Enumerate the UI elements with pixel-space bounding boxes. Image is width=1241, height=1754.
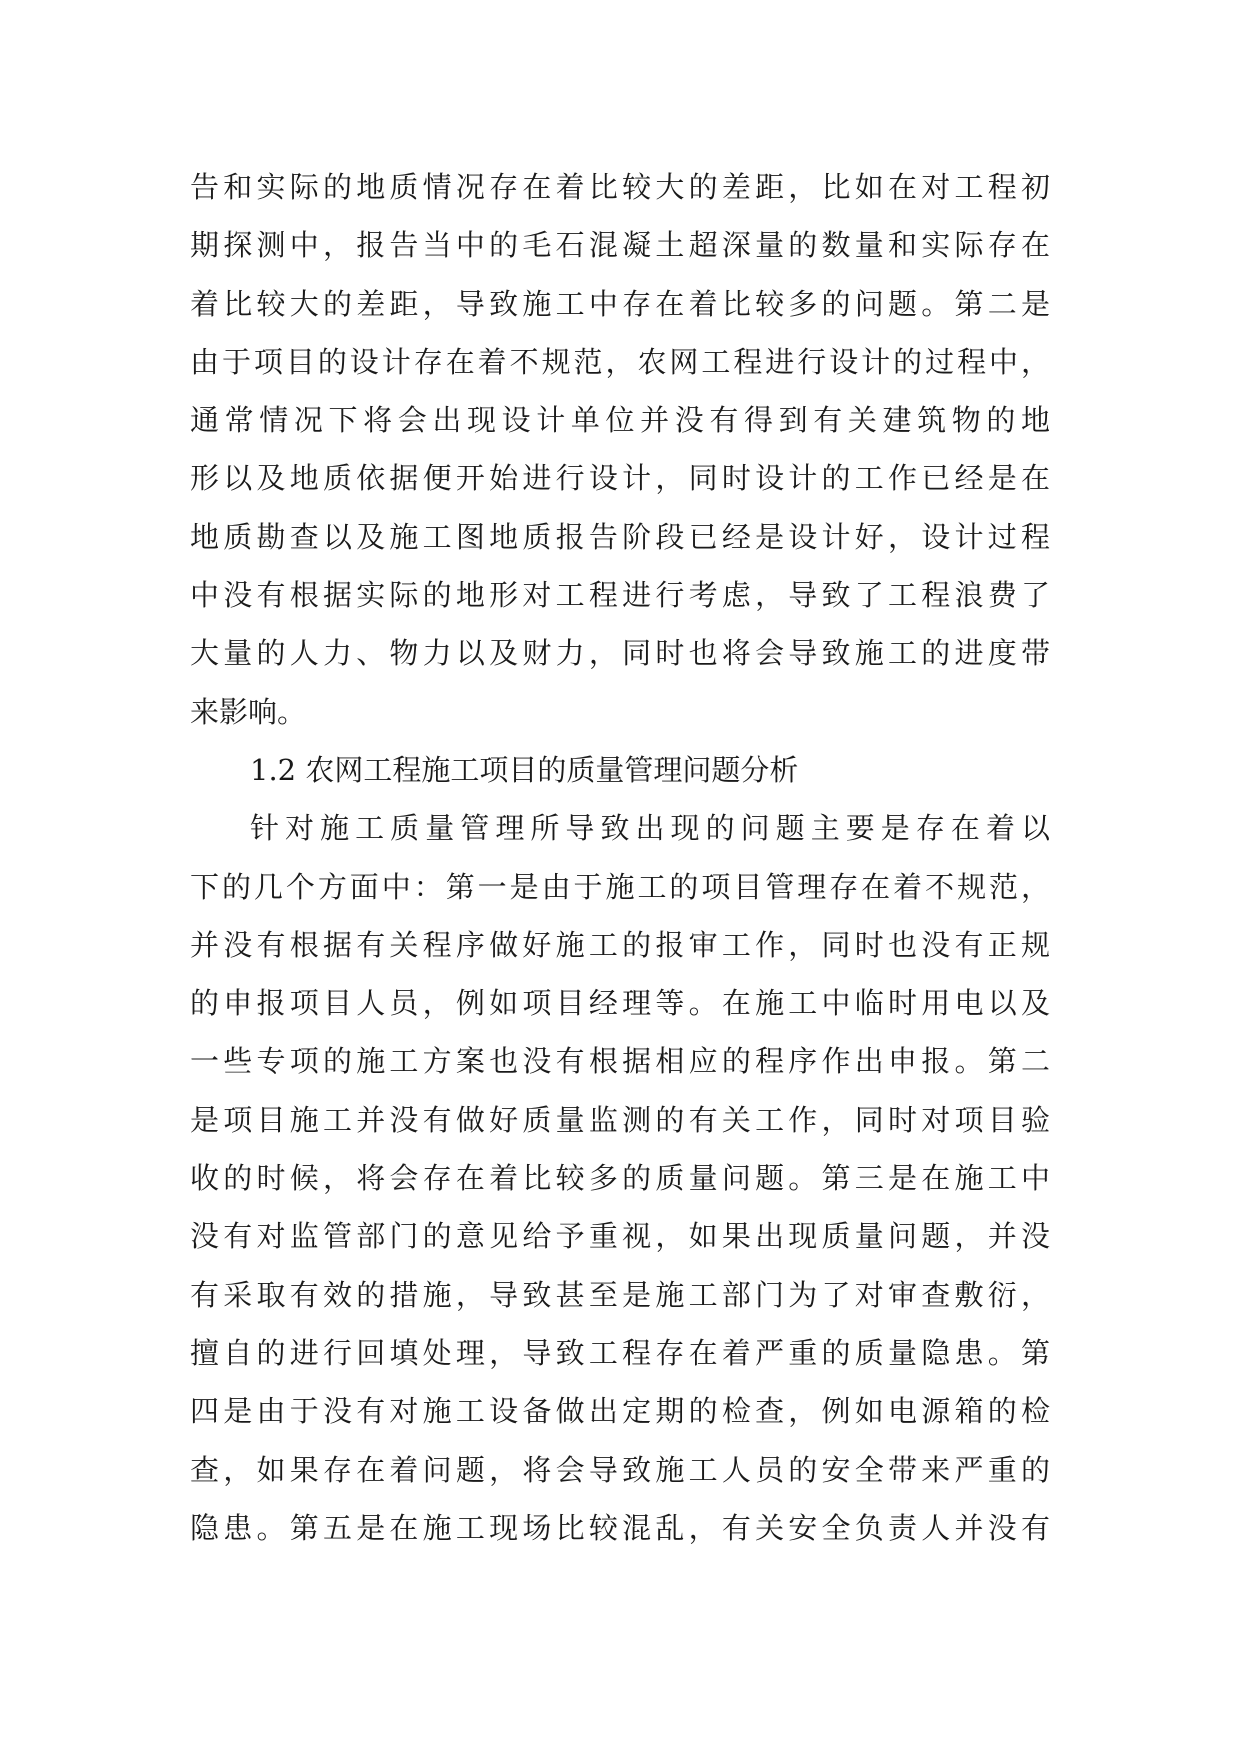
text-line: 由于项目的设计存在着不规范，农网工程进行设计的过程中， — [190, 344, 1050, 379]
text-line: 期探测中，报告当中的毛石混凝土超深量的数量和实际存在 — [190, 228, 1050, 263]
text-line: 收的时候，将会存在着比较多的质量问题。第三是在施工中 — [190, 1161, 1050, 1196]
text-line: 是项目施工并没有做好质量监测的有关工作，同时对项目验 — [190, 1102, 1050, 1137]
text-line: 擅自的进行回填处理，导致工程存在着严重的质量隐患。第 — [190, 1335, 1050, 1370]
text-line: 着比较大的差距，导致施工中存在着比较多的问题。第二是 — [190, 286, 1050, 321]
text-line: 通常情况下将会出现设计单位并没有得到有关建筑物的地 — [190, 403, 1050, 438]
text-line: 中没有根据实际的地形对工程进行考虑，导致了工程浪费了 — [190, 578, 1050, 613]
text-line: 没有对监管部门的意见给予重视，如果出现质量问题，并没 — [190, 1219, 1050, 1254]
text-line: 一些专项的施工方案也没有根据相应的程序作出申报。第二 — [190, 1044, 1050, 1079]
text-line: 查，如果存在着问题，将会导致施工人员的安全带来严重的 — [190, 1452, 1050, 1487]
text-line: 大量的人力、物力以及财力，同时也将会导致施工的进度带 — [190, 636, 1050, 671]
text-line: 有采取有效的措施，导致甚至是施工部门为了对审查敷衍， — [190, 1277, 1050, 1312]
text-line: 隐患。第五是在施工现场比较混乱，有关安全负责人并没有 — [190, 1510, 1050, 1545]
text-line: 地质勘查以及施工图地质报告阶段已经是设计好，设计过程 — [190, 519, 1050, 554]
text-line: 的申报项目人员，例如项目经理等。在施工中临时用电以及 — [190, 986, 1050, 1021]
section-heading: 1.2 农网工程施工项目的质量管理问题分析 — [250, 752, 799, 787]
text-line: 并没有根据有关程序做好施工的报审工作，同时也没有正规 — [190, 927, 1050, 962]
text-line: 下的几个方面中：第一是由于施工的项目管理存在着不规范， — [190, 869, 1050, 904]
text-line: 四是由于没有对施工设备做出定期的检查，例如电源箱的检 — [190, 1394, 1050, 1429]
body-text — [190, 158, 1050, 1557]
text-line: 来影响。 — [190, 694, 307, 729]
text-line: 针对施工质量管理所导致出现的问题主要是存在着以 — [250, 811, 1050, 846]
text-line: 形以及地质依据便开始进行设计，同时设计的工作已经是在 — [190, 461, 1050, 496]
text-line: 告和实际的地质情况存在着比较大的差距，比如在对工程初 — [190, 170, 1050, 204]
